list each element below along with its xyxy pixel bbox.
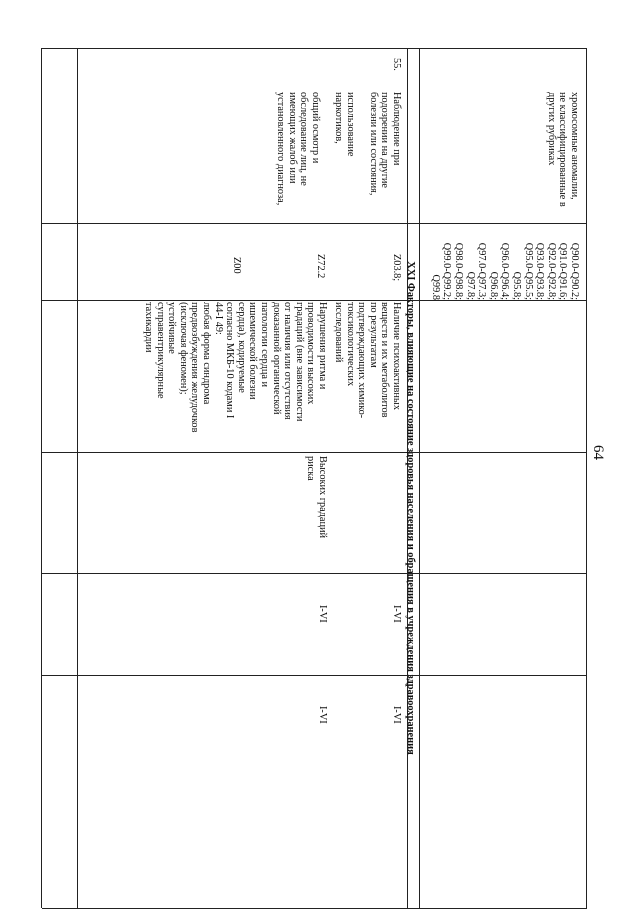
risk-high-gradation: Высоких градаций риска bbox=[305, 456, 328, 539]
section-title: XXI Факторы, влияющие на состояние здоровья населения и обращения в учреждения здравоохранения bbox=[405, 261, 416, 755]
table-right-border bbox=[42, 908, 587, 909]
diagnosis-column-line bbox=[42, 223, 587, 224]
code-z03-8: Z03.8; bbox=[391, 254, 402, 282]
table-top-border bbox=[586, 48, 587, 908]
class-range-first: I-VI bbox=[391, 605, 402, 623]
section-divider-line bbox=[419, 48, 420, 908]
table-left-border bbox=[42, 48, 587, 49]
criteria-column-line bbox=[42, 452, 587, 453]
code-z72-2: Z72.2 bbox=[315, 254, 326, 279]
page-number: 64 bbox=[590, 445, 606, 460]
criteria-psychoactive-substances: Наличие психоактивных веществ и их метаболитов по результатам подтверждающих химико- токсикологических исследований bbox=[333, 302, 402, 419]
class-range-third: I-VI bbox=[317, 605, 328, 623]
row-55-divider-line bbox=[77, 48, 78, 908]
row-55-diagnosis-text: Наблюдение при подозрении на другие болезни или состояния, использование наркотиков, общий осмотр и обследование лиц, не имеющих жалоб или установленного диагноза, bbox=[275, 92, 402, 206]
row-number: 55. bbox=[391, 58, 402, 71]
class-range-fourth: I-VI bbox=[317, 706, 328, 724]
class-range-second: I-VI bbox=[391, 706, 402, 724]
code-column-line bbox=[42, 300, 587, 301]
class-column-line bbox=[42, 675, 587, 676]
top-row-code-list: Q90.0-Q90.2; Q91.0-Q91.6; Q92.0-Q92.8; Q93.0-Q93.8; Q95.0-Q95.5; Q95.8; Q96.0-Q96.4; Q96.8; Q97.0-Q97.3; Q97.8; Q98.0-Q98.8; Q99.0-Q99.2; Q99.8 bbox=[429, 242, 580, 300]
criteria-cardiac-rhythm: Нарушения ритма и проводимости высоких градаций (вне зависимости от наличия или отсутствия доказанной органической патологии сердца и ишемической болезни сердца), кодируемые согласно МКБ-10 кодами I 44-I 49: любая форма синдрома предвозбуждения желудочков (исключая феномен); устойчивые суправентрикулярные тахикардии bbox=[143, 302, 328, 433]
table-bottom-border bbox=[41, 48, 42, 908]
risk-column-line bbox=[42, 573, 587, 574]
top-row-diagnosis-text: хромосомные аномалии, не классифицированные в других рубриках bbox=[545, 92, 580, 207]
code-z00: Z00 bbox=[231, 257, 242, 274]
